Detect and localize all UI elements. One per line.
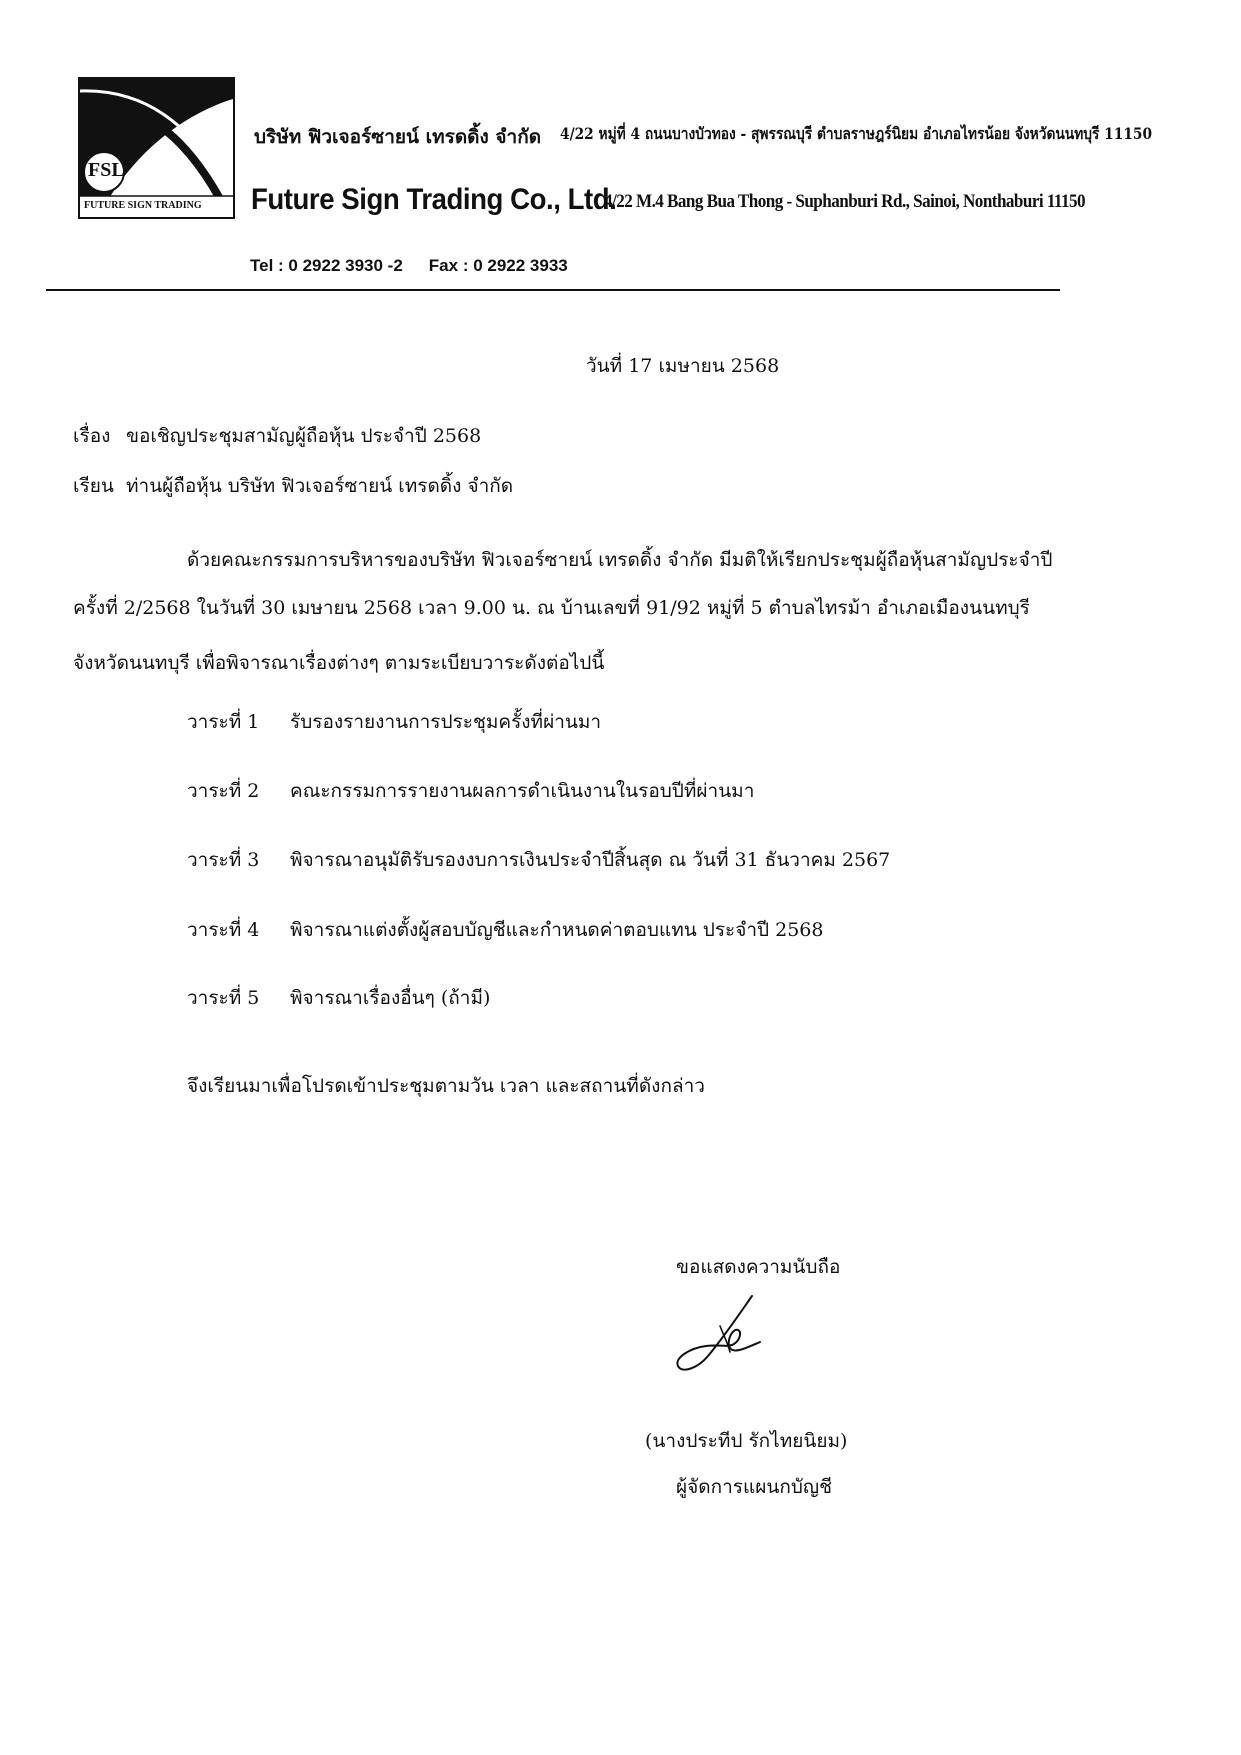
agenda-number: วาระที่ 3	[187, 849, 260, 871]
agenda-item	[187, 915, 823, 945]
telephone: Tel : 0 2922 3930 -2	[250, 256, 403, 275]
body-paragraph-line-3: จังหวัดนนทบุรี เพื่อพิจารณาเรื่องต่างๆ ตามระเบียบวาระดังต่อไปนี้	[73, 652, 605, 674]
logo-caption: FUTURE SIGN TRADING	[84, 200, 202, 211]
logo-mark-text: FSL	[88, 159, 125, 181]
salutation-text: ท่านผู้ถือหุ้น บริษัท ฟิวเจอร์ซายน์ เทรดดิ้ง จำกัด	[126, 475, 514, 497]
body-paragraph-line-2: ครั้งที่ 2/2568 ในวันที่ 30 เมษายน 2568 เวลา 9.00 น. ณ บ้านเลขที่ 91/92 หมู่ที่ 5 ตำบลไทรม้า อำเภอเมืองนนทบุรี	[73, 597, 1030, 619]
agenda-number: วาระที่ 1	[187, 711, 260, 733]
salutation-line	[73, 471, 513, 501]
signer-position: ผู้จัดการแผนกบัญชี	[676, 1476, 832, 1498]
agenda-item	[187, 776, 754, 806]
agenda-number: วาระที่ 4	[187, 919, 260, 941]
fax: Fax : 0 2922 3933	[428, 256, 568, 275]
contact-line	[250, 256, 568, 276]
logo-emblem	[80, 79, 233, 217]
subject-line	[73, 421, 481, 451]
handwritten-signature	[668, 1286, 778, 1386]
agenda-number: วาระที่ 2	[187, 780, 260, 802]
agenda-text: รับรองรายงานการประชุมครั้งที่ผ่านมา	[290, 711, 602, 733]
agenda-text: พิจารณาเรื่องอื่นๆ (ถ้ามี)	[290, 987, 491, 1009]
agenda-text: คณะกรรมการรายงานผลการดำเนินงานในรอบปีที่ผ่านมา	[290, 780, 755, 802]
letterhead-divider	[46, 289, 1060, 291]
agenda-text: พิจารณาแต่งตั้งผู้สอบบัญชีและกำหนดค่าตอบแทน ประจำปี 2568	[290, 919, 824, 941]
company-address-thai: 4/22 หมู่ที่ 4 ถนนบางบัวทอง - สุพรรณบุรี ตำบลราษฎร์นิยม อำเภอไทรน้อย จังหวัดนนทบุรี 11150	[560, 124, 1153, 143]
letter-date: วันที่ 17 เมษายน 2568	[586, 355, 780, 377]
subject-text: ขอเชิญประชุมสามัญผู้ถือหุ้น ประจำปี 2568	[126, 425, 482, 447]
complimentary-close: ขอแสดงความนับถือ	[676, 1256, 841, 1278]
agenda-item	[187, 707, 601, 737]
subject-label: เรื่อง	[73, 425, 111, 447]
closing-sentence: จึงเรียนมาเพื่อโปรดเข้าประชุมตามวัน เวลา และสถานที่ดังกล่าว	[187, 1075, 705, 1097]
company-name-english: Future Sign Trading Co., Ltd.	[251, 183, 617, 216]
agenda-item	[187, 983, 490, 1013]
company-logo	[78, 77, 235, 219]
signer-name: (นางประทีป รักไทยนิยม)	[645, 1430, 848, 1452]
company-address-english: 4/22 M.4 Bang Bua Thong - Suphanburi Rd., Sainoi, Nonthaburi 11150	[604, 191, 1086, 212]
agenda-item	[187, 845, 890, 875]
company-name-thai: บริษัท ฟิวเจอร์ซายน์ เทรดดิ้ง จำกัด	[254, 126, 542, 148]
salutation-label: เรียน	[73, 475, 114, 497]
body-paragraph-line-1: ด้วยคณะกรรมการบริหารของบริษัท ฟิวเจอร์ซายน์ เทรดดิ้ง จำกัด มีมติให้เรียกประชุมผู้ถือหุ้นสามัญประจำปี	[187, 549, 1053, 571]
agenda-text: พิจารณาอนุมัติรับรองงบการเงินประจำปีสิ้นสุด ณ วันที่ 31 ธันวาคม 2567	[290, 849, 891, 871]
agenda-number: วาระที่ 5	[187, 987, 260, 1009]
